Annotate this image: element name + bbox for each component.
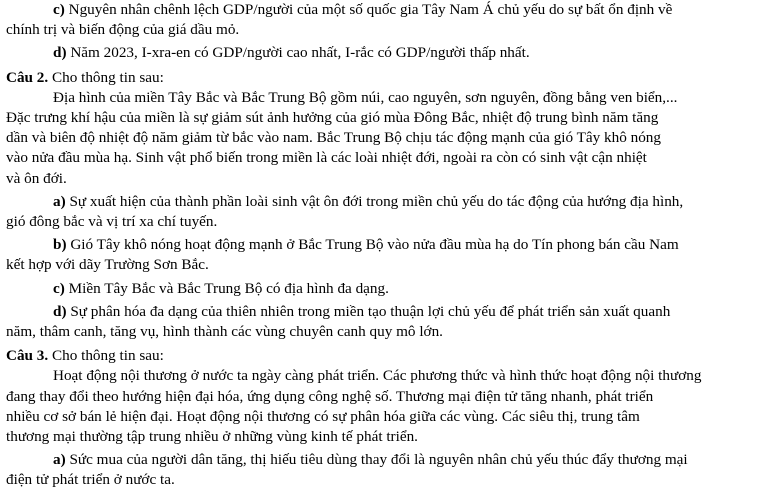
q3-option-a-label: a)	[53, 451, 66, 469]
q1-option-c	[6, 0, 764, 20]
q2-option-a-text-2: gió đông bắc và vị trí xa chí tuyến.	[6, 213, 218, 231]
q2-option-b-text-2: kết hợp với dãy Trường Sơn Bắc.	[6, 256, 209, 274]
q1-option-d	[6, 43, 764, 63]
q3-heading	[6, 346, 764, 366]
q2-passage-line-4: vào nửa đầu mùa hạ. Sinh vật phổ biến trong miền là các loài nhiệt đới, ngoài ra còn có sinh vật cận nhiệt	[6, 149, 647, 167]
q3-intro: Cho thông tin sau:	[52, 347, 164, 365]
q1-option-d-text: Năm 2023, I-xra-en có GDP/người cao nhất, I-rắc có GDP/người thấp nhất.	[70, 44, 530, 62]
q2-passage-line-2: Đặc trưng khí hậu của miền là sự giảm sút ảnh hưởng của gió mùa Đông Bắc, nhiệt độ trung bình năm tăng	[6, 109, 659, 127]
q1-option-c-label: c)	[53, 1, 65, 18]
q2-option-d-text-2: năm, thâm canh, tăng vụ, hình thành các vùng chuyên canh quy mô lớn.	[6, 323, 443, 341]
q2-intro: Cho thông tin sau:	[52, 68, 164, 86]
q2-passage	[6, 88, 764, 189]
q2-option-a	[6, 192, 764, 212]
q3-passage-line-4: thương mại thường tập trung nhiều ở những vùng kinh tế phát triển.	[6, 428, 418, 446]
q2-heading	[6, 68, 764, 88]
q2-option-a-text-1: Sự xuất hiện của thành phần loài sinh vật ôn đới trong miền chủ yếu do tác động của hướng địa hình,	[69, 192, 684, 210]
q2-passage-line-3: dần và biên độ nhiệt độ năm giảm từ bắc vào nam. Bắc Trung Bộ chịu tác động mạnh của gió Tây khô nóng	[6, 129, 661, 147]
q2-passage-line-1: Địa hình của miền Tây Bắc và Bắc Trung Bộ gồm núi, cao nguyên, sơn nguyên, đồng bằng ven biển,...	[53, 88, 678, 106]
q2-title: Câu 2.	[6, 68, 49, 86]
q3-passage-line-1: Hoạt động nội thương ở nước ta ngày càng phát triển. Các phương thức và hình thức hoạt động nội thương	[53, 367, 702, 385]
q2-option-c-label: c)	[53, 279, 65, 297]
q2-option-d-label: d)	[53, 302, 67, 320]
q2-option-b-label: b)	[53, 236, 67, 254]
q3-passage-line-2: đang thay đổi theo hướng hiện đại hóa, ứng dụng công nghệ số. Thương mại điện tử tăng nhanh, phát triển	[6, 387, 654, 405]
q3-option-a-text-2: điện tử phát triển ở nước ta.	[6, 471, 175, 489]
q3-passage-line-3: nhiều cơ sở bán lẻ hiện đại. Hoạt động nội thương có sự phân hóa giữa các vùng. Các siêu thị, trung tâm	[6, 407, 640, 425]
q1-option-c-text-2: chính trị và biến động của giá dầu mỏ.	[6, 21, 240, 39]
q3-passage	[6, 366, 764, 447]
q2-option-c	[6, 279, 764, 299]
q2-option-d	[6, 302, 764, 322]
q2-option-b	[6, 235, 764, 255]
q2-option-b-text-1: Gió Tây khô nóng hoạt động mạnh ở Bắc Trung Bộ vào nửa đầu mùa hạ do Tín phong bán cầu Nam	[70, 236, 679, 254]
q3-title: Câu 3.	[6, 347, 49, 365]
q3-option-a	[6, 450, 764, 470]
q3-option-a-text-1: Sức mua của người dân tăng, thị hiếu tiêu dùng thay đổi là nguyên nhân chủ yếu thúc đẩy thương mại	[69, 451, 688, 469]
q2-passage-line-5: và ôn đới.	[6, 169, 67, 187]
q2-option-a-label: a)	[53, 192, 66, 210]
q2-option-c-text: Miền Tây Bắc và Bắc Trung Bộ có địa hình đa dạng.	[68, 279, 389, 297]
q2-option-d-text-1: Sự phân hóa đa dạng của thiên nhiên trong miền tạo thuận lợi chủ yếu để phát triển sản xuất quanh	[70, 302, 671, 320]
q1-option-c-text-1: Nguyên nhân chênh lệch GDP/người của một số quốc gia Tây Nam Á chủ yếu do sự bất ổn định về	[68, 1, 673, 18]
q1-option-d-label: d)	[53, 44, 67, 62]
